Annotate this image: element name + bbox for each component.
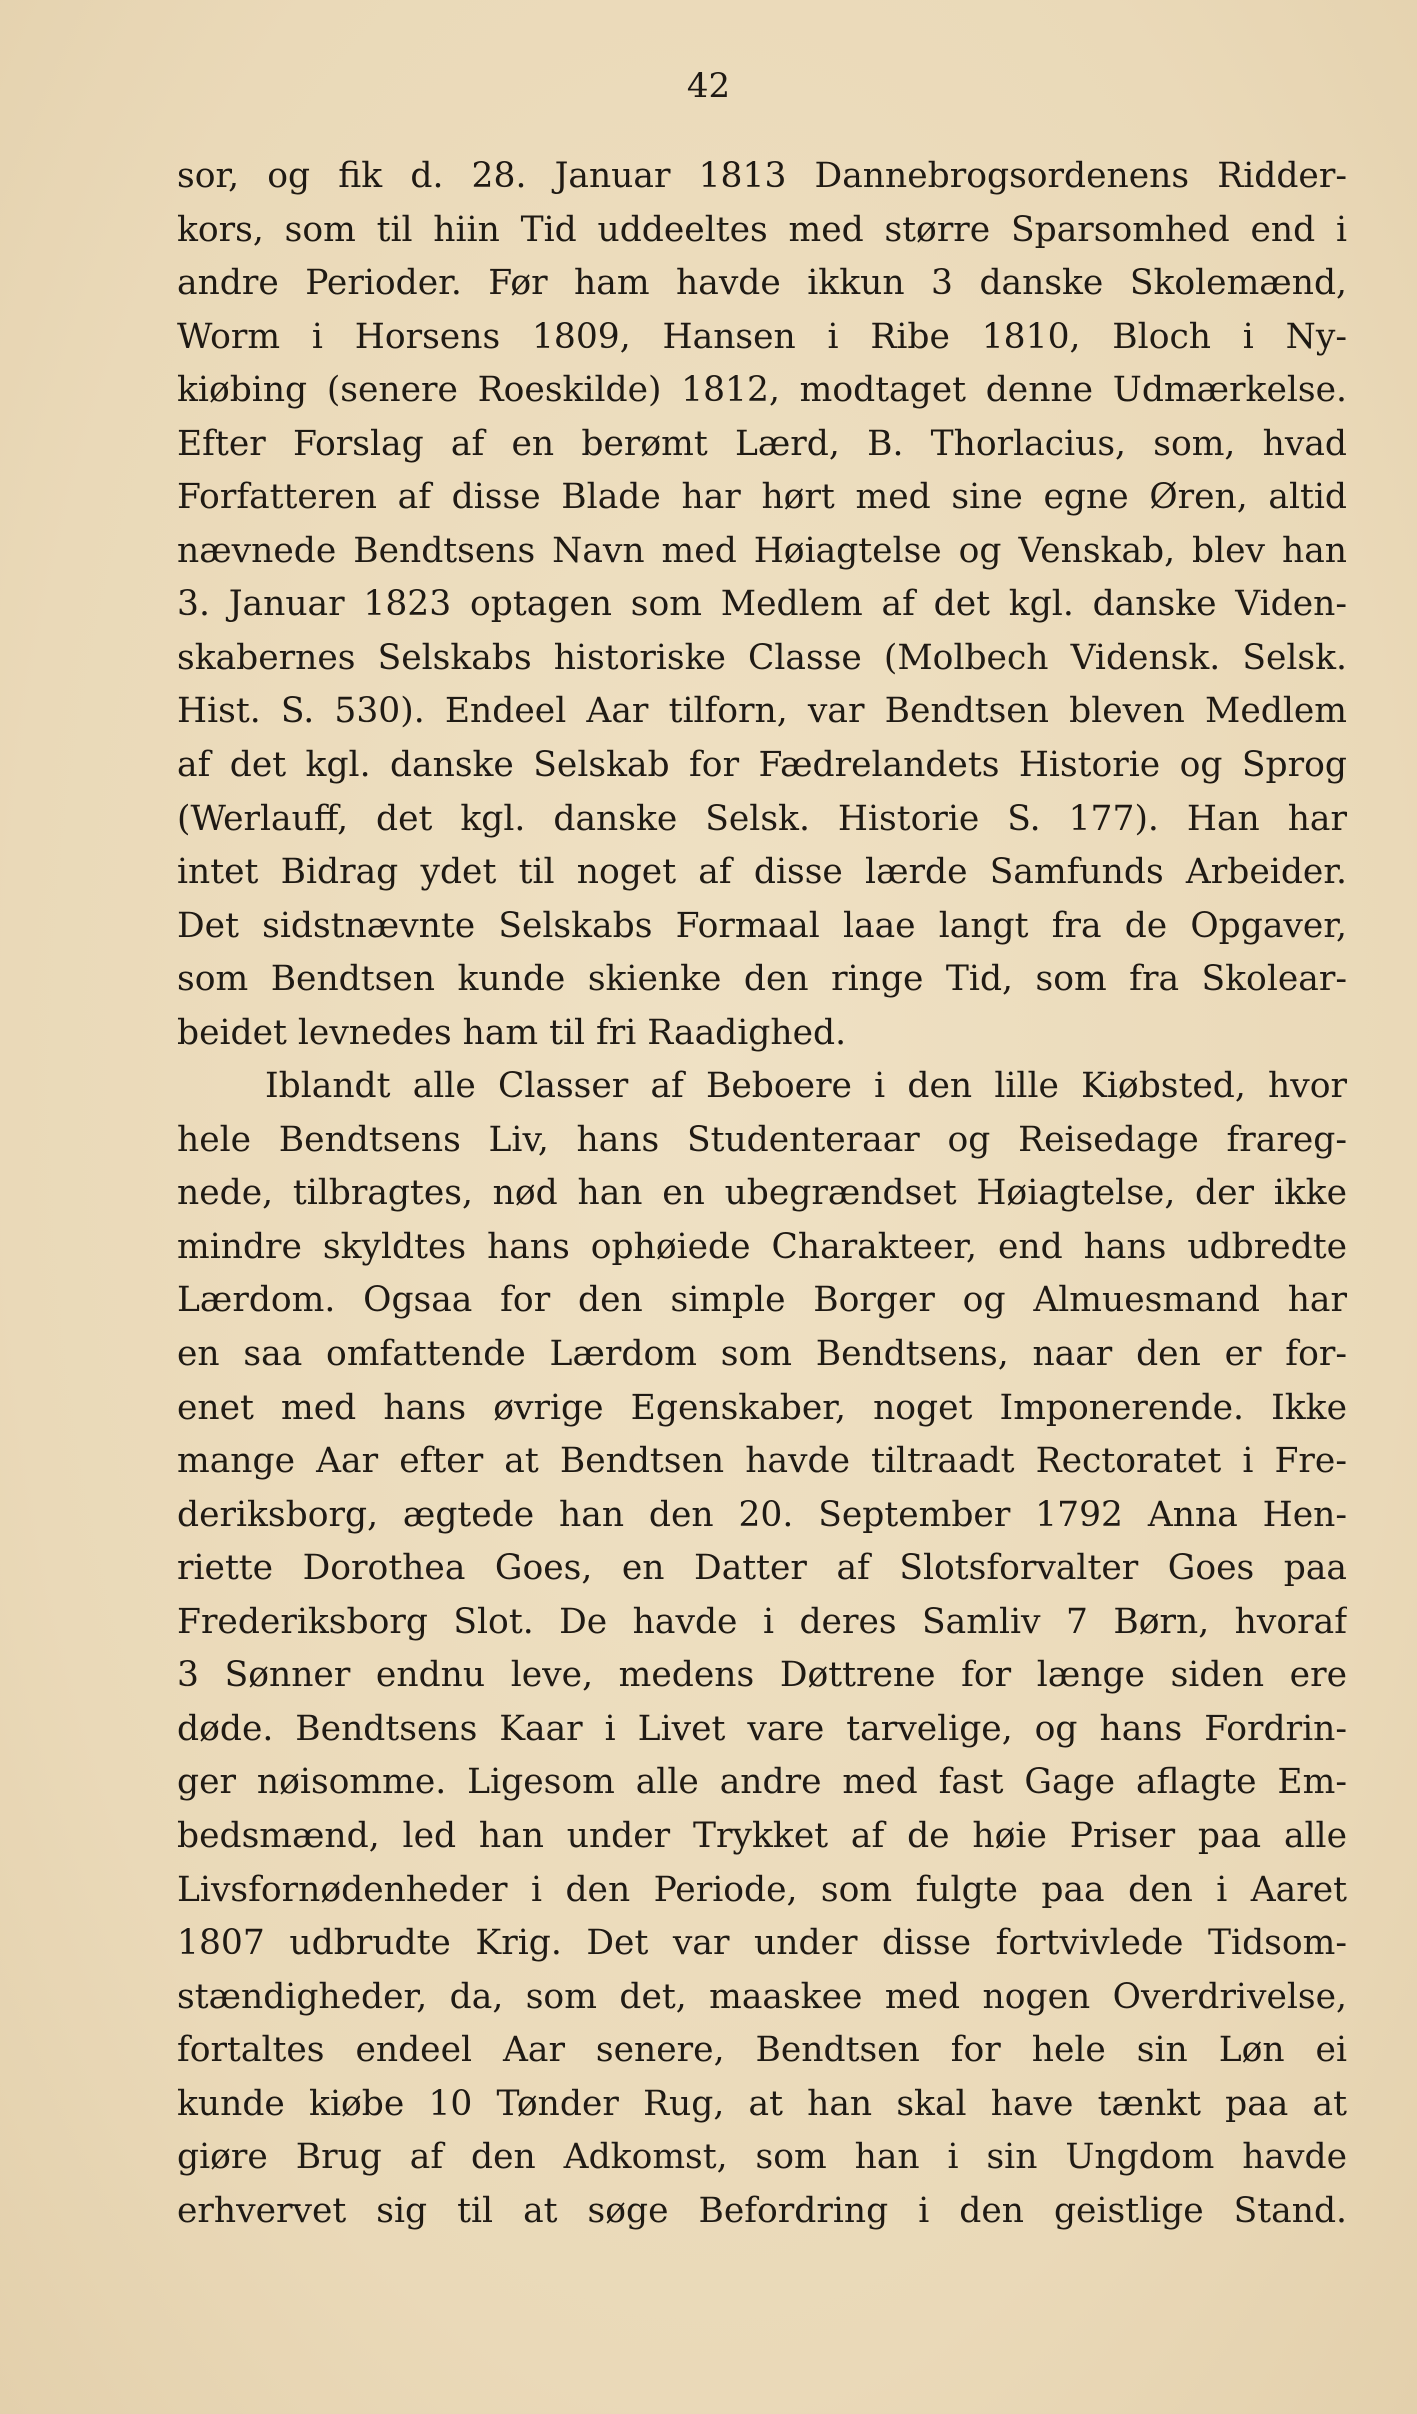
text-line: af det kgl. danske Selskab for Fædrelandets Historie og Sprog (177, 745, 1347, 786)
text-line: (Werlauff, det kgl. danske Selsk. Historie S. 177). Han har (177, 798, 1347, 839)
text-line: stændigheder, da, som det, maaskee med nogen Overdrivelse, (177, 1976, 1347, 2017)
text-line: fortaltes endeel Aar senere, Bendtsen for hele sin Løn ei (177, 2030, 1347, 2071)
text-line: Livsfornødenheder i den Periode, som fulgte paa den i Aaret (177, 1869, 1347, 1910)
text-line: riette Dorothea Goes, en Datter af Slotsforvalter Goes paa (177, 1548, 1347, 1589)
text-line: intet Bidrag ydet til noget af disse lærde Samfunds Arbeider. (177, 852, 1347, 893)
text-line: en saa omfattende Lærdom som Bendtsens, naar den er for- (177, 1334, 1347, 1375)
text-line: ger nøisomme. Ligesom alle andre med fast Gage aflagte Em- (177, 1762, 1347, 1803)
text-line: nede, tilbragtes, nød han en ubegrændset Høiagtelse, der ikke (177, 1173, 1347, 1214)
text-line: kunde kiøbe 10 Tønder Rug, at han skal have tænkt paa at (177, 2083, 1347, 2124)
text-line: sor, og fik d. 28. Januar 1813 Dannebrogsordenens Ridder- (177, 156, 1347, 196)
text-line: hele Bendtsens Liv, hans Studenteraar og Reisedage frareg- (177, 1119, 1347, 1160)
text-line: enet med hans øvrige Egenskaber, noget Imponerende. Ikke (177, 1387, 1347, 1428)
text-line: Worm i Horsens 1809, Hansen i Ribe 1810, Bloch i Ny- (177, 316, 1347, 357)
text-line: Efter Forslag af en berømt Lærd, B. Thorlacius, som, hvad (177, 423, 1347, 464)
text-line: erhvervet sig til at søge Befordring i den geistlige Stand. (177, 2190, 1347, 2231)
text-line: 3. Januar 1823 optagen som Medlem af det kgl. danske Viden- (177, 584, 1347, 625)
text-line: døde. Bendtsens Kaar i Livet vare tarvelige, og hans Fordrin- (177, 1708, 1347, 1749)
text-line: 1807 udbrudte Krig. Det var under disse fortvivlede Tidsom- (177, 1923, 1347, 1964)
paragraph-last-line: beidet levnedes ham til fri Raadighed. (177, 1012, 847, 1053)
text-line: kors, som til hiin Tid uddeeltes med større Sparsomhed end i (177, 209, 1347, 250)
text-line: som Bendtsen kunde skienke den ringe Tid, som fra Skolear- (177, 959, 1347, 1000)
text-line: bedsmænd, led han under Trykket af de høie Priser paa alle (177, 1815, 1347, 1856)
page-number: 42 (686, 66, 731, 106)
text-line: Forfatteren af disse Blade har hørt med sine egne Øren, altid (177, 477, 1347, 518)
text-line: Det sidstnævnte Selskabs Formaal laae langt fra de Opgaver, (177, 905, 1347, 946)
text-line: Hist. S. 530). Endeel Aar tilforn, var Bendtsen bleven Medlem (177, 691, 1347, 732)
text-line: kiøbing (senere Roeskilde) 1812, modtaget denne Udmærkelse. (177, 370, 1347, 411)
text-line: nævnede Bendtsens Navn med Høiagtelse og Venskab, blev han (177, 530, 1347, 571)
text-line: deriksborg, ægtede han den 20. September 1792 Anna Hen- (177, 1494, 1347, 1535)
text-line: Lærdom. Ogsaa for den simple Borger og Almuesmand har (177, 1280, 1347, 1321)
text-line: skabernes Selskabs historiske Classe (Molbech Vidensk. Selsk. (177, 637, 1347, 678)
text-line: Frederiksborg Slot. De havde i deres Samliv 7 Børn, hvoraf (177, 1601, 1347, 1642)
text-line: giøre Brug af den Adkomst, som han i sin Ungdom havde (177, 2137, 1347, 2178)
text-line: mange Aar efter at Bendtsen havde tiltraadt Rectoratet i Fre- (177, 1441, 1347, 1482)
paragraph-first-line: Iblandt alle Classer af Beboere i den lille Kiøbsted, hvor (265, 1066, 1347, 1107)
text-line: andre Perioder. Før ham havde ikkun 3 danske Skolemænd, (177, 263, 1347, 304)
text-line: 3 Sønner endnu leve, medens Døttrene for længe siden ere (177, 1655, 1347, 1696)
body-text (177, 150, 1347, 2238)
text-line: mindre skyldtes hans ophøiede Charakteer, end hans udbredte (177, 1226, 1347, 1267)
